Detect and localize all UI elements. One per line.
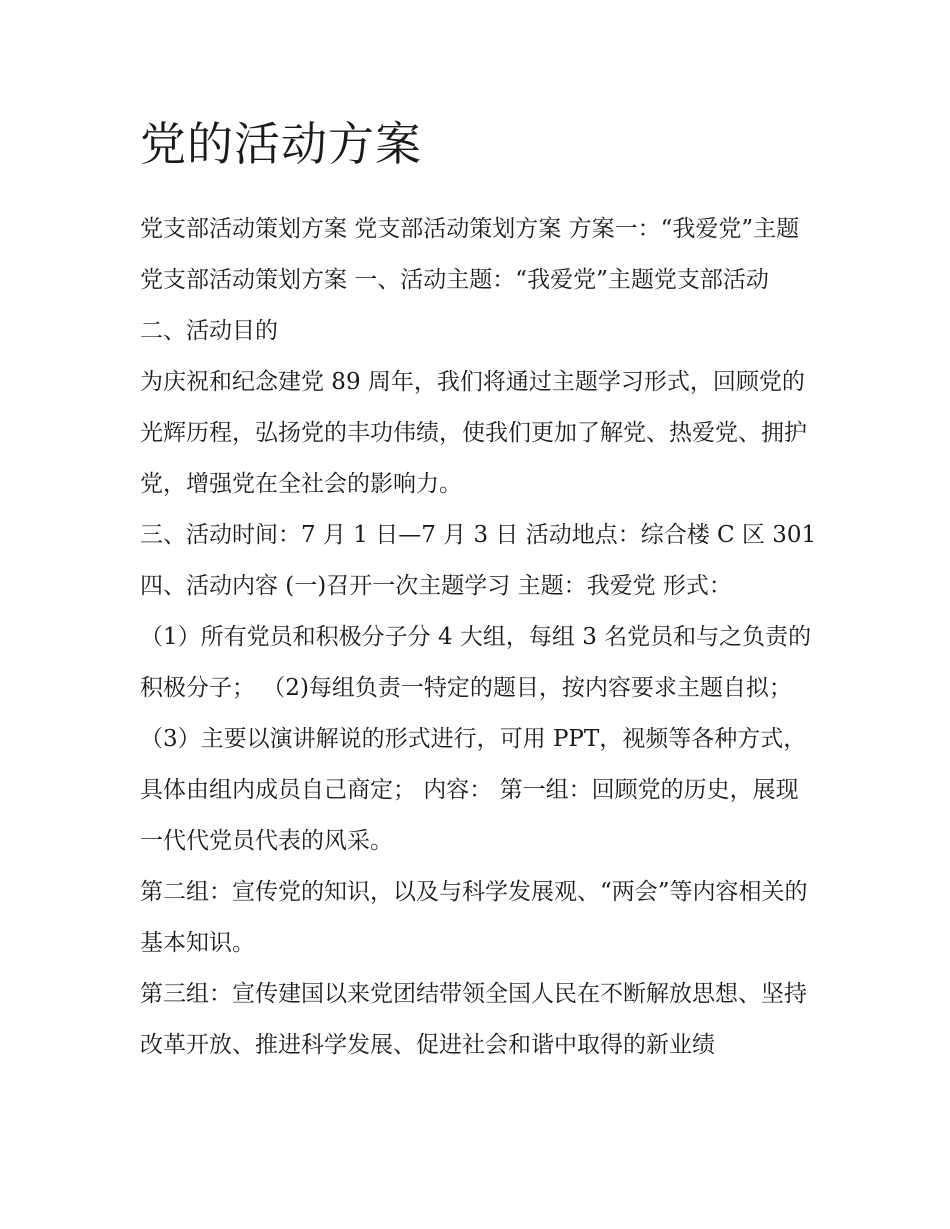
paragraph-content-heading: 四、活动内容 (一)召开一次主题学习 主题：我爱党 形式： xyxy=(140,573,732,599)
paragraph-format: （3）主要以演讲解说的形式进行，可用 PPT，视频等各种方式，具体由组内成员自己商定； 内容： 第一组：回顾党的历史，展现一代代党员代表的风采。 xyxy=(140,726,807,854)
paragraph-time-location: 三、活动时间：7 月 1 日—7 月 3 日 活动地点：综合楼 C 区 301 xyxy=(140,522,817,548)
paragraph-groups: （1）所有党员和积极分子分 4 大组，每组 3 名党员和与之负责的积极分子； （2)每组负责一特定的题目，按内容要求主题自拟； xyxy=(140,624,812,701)
document-title: 党的活动方案 xyxy=(140,117,422,171)
paragraph-intro: 党支部活动策划方案 党支部活动策划方案 方案一：“我爱党”主题党支部活动策划方案 一、活动主题：“我爱党”主题党支部活动 二、活动目的 xyxy=(140,216,800,344)
document-page xyxy=(140,112,820,1071)
paragraph-group-three: 第三组：宣传建国以来党团结带领全国人民在不断解放思想、坚持改革开放、推进科学发展、促进社会和谐中取得的新业绩 xyxy=(140,981,807,1058)
paragraph-group-two: 第二组：宣传党的知识，以及与科学发展观、“两会”等内容相关的基本知识。 xyxy=(140,879,808,956)
paragraph-purpose: 为庆祝和纪念建党 89 周年，我们将通过主题学习形式，回顾党的光辉历程，弘扬党的丰功伟绩，使我们更加了解党、热爱党、拥护党，增强党在全社会的影响力。 xyxy=(140,369,807,497)
